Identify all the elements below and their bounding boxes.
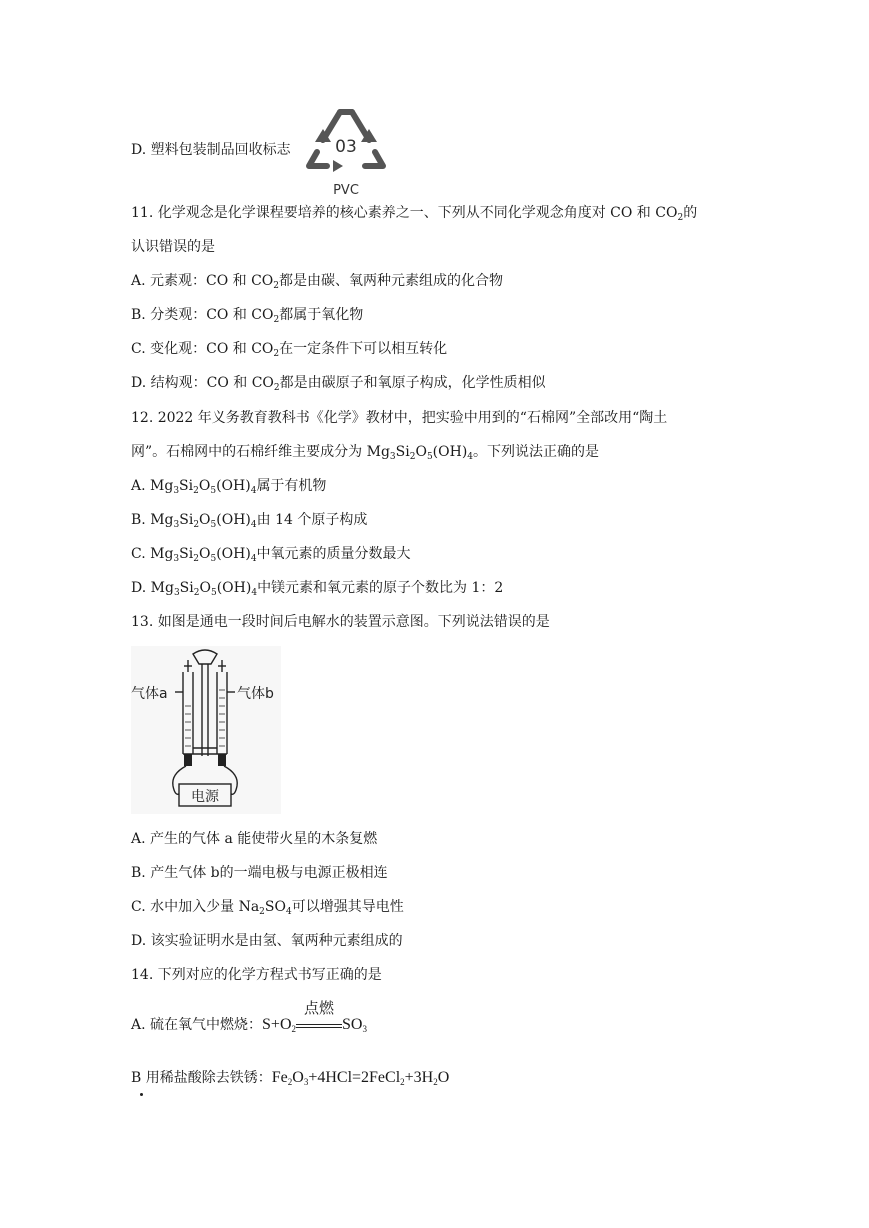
- text: C. 水中加入少量 Na: [131, 899, 260, 915]
- reaction-condition: [296, 999, 342, 1028]
- text: 14. 下列对应的化学方程式书写正确的是: [131, 967, 382, 983]
- subscript: 5: [210, 486, 217, 496]
- text: O: [199, 580, 211, 596]
- q13-option-c: [131, 897, 404, 917]
- subscript: 4: [285, 907, 292, 917]
- text: 。下列说法正确的是: [473, 444, 600, 460]
- text: Fe: [271, 1069, 288, 1086]
- text: C. Mg: [131, 546, 174, 562]
- gas-b-label: 气体b: [237, 686, 274, 702]
- subscript: 4: [251, 588, 258, 598]
- text: 都是由碳原子和氧原子构成，化学性质相似: [279, 375, 546, 391]
- q13-option-d: [131, 931, 403, 951]
- text: D. Mg: [131, 580, 174, 596]
- text: 中镁元素和氧元素的原子个数比为 1：2: [257, 580, 504, 596]
- subscript: 4: [250, 486, 257, 496]
- q11-option-c: [131, 339, 447, 359]
- subscript: 3: [173, 554, 180, 564]
- subscript: 2: [409, 452, 416, 462]
- text: 网”。石棉网中的石棉纤维主要成分为 Mg: [131, 444, 390, 460]
- text: D. 该实验证明水是由氢、氧两种元素组成的: [131, 933, 403, 949]
- text: +4HCl=2FeCl: [308, 1069, 401, 1086]
- recycle-label: PVC: [333, 183, 359, 198]
- text: Si: [395, 444, 410, 460]
- text: B 用稀盐酸除去铁锈：: [131, 1070, 272, 1086]
- subscript: 4: [250, 554, 257, 564]
- text: 由 14 个原子构成: [256, 512, 368, 528]
- q11-stem-cont: [131, 237, 215, 257]
- text: 11. 化学观念是化学课程要培养的核心素养之一、下列从不同化学观念角度对 CO 和 CO: [131, 205, 678, 221]
- stray-dot: [140, 1093, 143, 1096]
- subscript: 4: [467, 452, 474, 462]
- text: A. Mg: [131, 478, 174, 494]
- equation-a: [262, 999, 367, 1034]
- condition-text: 点燃: [303, 999, 334, 1018]
- q12-option-a: [131, 476, 326, 496]
- subscript: 3: [303, 1077, 309, 1087]
- power-source-label: 电源: [191, 789, 219, 805]
- text: 都是由碳、氧两种元素组成的化合物: [279, 273, 504, 289]
- equals-bar: [296, 1024, 342, 1028]
- text: 的: [683, 205, 698, 221]
- text: (OH): [216, 546, 251, 562]
- subscript: 2: [291, 1024, 296, 1034]
- text: Si: [179, 512, 194, 528]
- text: (OH): [216, 580, 252, 596]
- text: O: [198, 478, 211, 494]
- q14-option-a: [131, 999, 367, 1035]
- text: (OH): [216, 512, 251, 528]
- subscript: 5: [210, 588, 217, 598]
- subscript: 2: [273, 383, 280, 393]
- equation-b: [272, 1069, 450, 1086]
- subscript: 2: [193, 588, 200, 598]
- text: SO: [264, 899, 286, 915]
- text: 12. 2022 年义务教育教科书《化学》教材中，把实验中用到的“石棉网”全部改用“陶土: [131, 410, 668, 426]
- subscript: 5: [210, 554, 217, 564]
- text: +3H: [404, 1069, 434, 1086]
- subscript: 5: [210, 520, 217, 530]
- text: B. 产生气体 b的一端电极与电源正极相连: [131, 865, 388, 881]
- subscript: 2: [273, 281, 280, 291]
- subscript: 2: [677, 213, 684, 223]
- subscript: 2: [193, 520, 200, 530]
- text: O: [198, 546, 211, 562]
- q13-option-b: [131, 863, 388, 883]
- q11-option-b: [131, 305, 363, 325]
- q12-option-b: [131, 510, 367, 530]
- text: Si: [179, 580, 194, 596]
- subscript: 2: [273, 315, 280, 325]
- subscript: 2: [273, 349, 280, 359]
- text: O: [437, 1069, 450, 1086]
- q10-option-d: [131, 140, 291, 160]
- text: 可以增强其导电性: [291, 899, 404, 915]
- q14-option-b: [131, 1068, 449, 1088]
- q11-option-a: [131, 271, 503, 291]
- text: 13. 如图是通电一段时间后电解水的装置示意图。下列说法错误的是: [131, 614, 550, 630]
- subscript: 2: [193, 554, 199, 564]
- text: S+O: [262, 1016, 292, 1033]
- subscript: 3: [173, 588, 180, 598]
- q14-stem: [131, 965, 382, 985]
- text: A. 元素观：CO 和 CO: [131, 273, 274, 289]
- subscript: 2: [259, 907, 265, 917]
- q13-option-a: [131, 829, 377, 849]
- q12-option-c: [131, 544, 411, 564]
- text: O: [415, 444, 427, 460]
- electrolysis-apparatus-diagram: [131, 646, 281, 814]
- text: A. 产生的气体 a 能使带火星的木条复燃: [131, 831, 378, 847]
- subscript: 2: [400, 1077, 405, 1087]
- subscript: 5: [426, 452, 433, 462]
- text: (OH): [216, 478, 251, 494]
- text: Si: [179, 478, 194, 494]
- text: Si: [179, 546, 194, 562]
- recycle-code: 03: [335, 137, 357, 157]
- q11-option-d: [131, 373, 546, 393]
- text: A. 硫在氧气中燃烧：: [131, 1017, 263, 1033]
- subscript: 3: [362, 1024, 367, 1034]
- text: 认识错误的是: [131, 239, 215, 255]
- text: 在一定条件下可以相互转化: [279, 341, 448, 357]
- text: B. 分类观：CO 和 CO: [131, 307, 274, 323]
- subscript: 2: [193, 486, 199, 496]
- text: C. 变化观：CO 和 CO: [131, 341, 274, 357]
- text: D. 结构观：CO 和 CO: [131, 375, 274, 391]
- subscript: 3: [173, 520, 180, 530]
- text: (OH): [432, 444, 468, 460]
- q10-option-d-text: D. 塑料包装制品回收标志: [131, 142, 291, 158]
- q12-stem: [131, 408, 667, 428]
- text: 都属于氧化物: [279, 307, 364, 323]
- q12-option-d: [131, 578, 503, 598]
- q13-stem: [131, 612, 550, 632]
- q12-stem-cont: [131, 442, 599, 462]
- text: 属于有机物: [256, 478, 327, 494]
- subscript: 3: [173, 486, 180, 496]
- text: O: [292, 1069, 304, 1086]
- subscript: 3: [389, 452, 396, 462]
- gas-a-label: 气体a: [131, 686, 168, 702]
- subscript: 2: [287, 1077, 293, 1087]
- text: 中氧元素的质量分数最大: [256, 546, 411, 562]
- subscript: 2: [433, 1077, 438, 1087]
- recycle-symbol-icon: [303, 102, 389, 198]
- subscript: 4: [250, 520, 257, 530]
- text: O: [199, 512, 211, 528]
- text: SO: [342, 1016, 363, 1033]
- q11-stem: [131, 203, 697, 223]
- text: B. Mg: [131, 512, 174, 528]
